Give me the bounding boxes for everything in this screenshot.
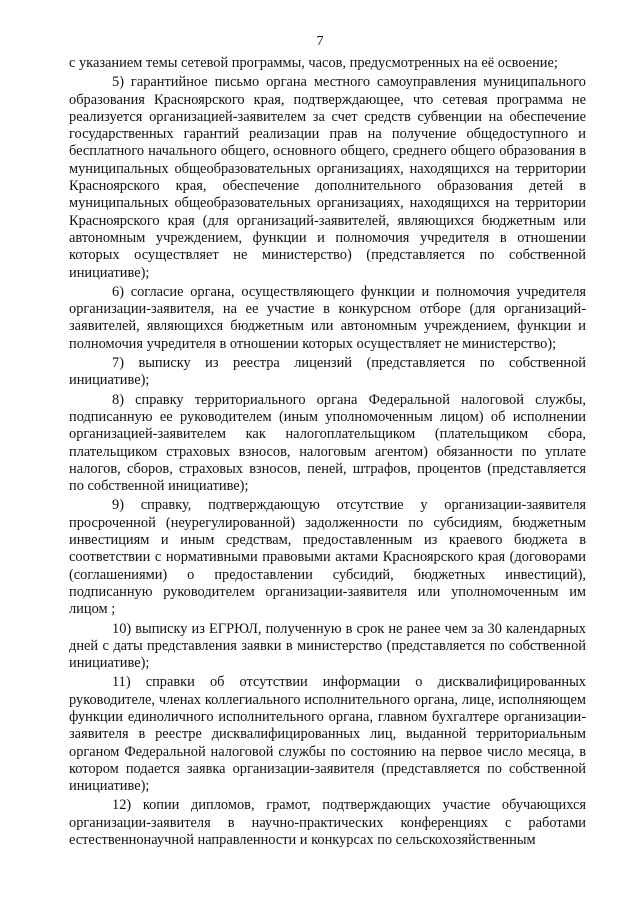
page-number: 7 [316, 34, 324, 49]
list-item-8: 8) справку территориального органа Федеральной налоговой службы, подписанную ее руководителем (иным уполномоченным лицом) об исполнении организацией-заявителем как налогоплательщиком (плательщиком сбора, плательщиком страховых взносов, налоговым агентом) обязанности по уплате налогов, сборов, страховых взносов, пеней, штрафов, процентов (представляется по собственной инициативе); [69, 391, 586, 495]
paragraph-continuation: с указанием темы сетевой программы, часов, предусмотренных на её освоение; [69, 55, 558, 71]
list-item-10: 10) выписку из ЕГРЮЛ, полученную в срок не ранее чем за 30 календарных дней с даты представления заявки в министерство (представляется по собственной инициативе); [69, 620, 586, 672]
list-item-7: 7) выписку из реестра лицензий (представляется по собственной инициативе); [69, 355, 586, 389]
list-item-12: 12) копии дипломов, грамот, подтверждающих участие обучающихся организации-заявителя в научно-практических конференциях с работами естественнонаучной направленности и конкурсах по сельскохозяйственным [69, 797, 586, 849]
list-item-11: 11) справки об отсутствии информации о дисквалифицированных руководителе, членах коллегиального исполнительного органа, лице, исполняющем функции единоличного исполнительного органа, главном бухгалтере организации-заявителя в реестре дисквалифицированных лиц, выданной территориальным органом Федеральной налоговой службы по состоянию на первое число месяца, в котором подается заявка организации-заявителя (представляется по собственной инициативе); [69, 674, 586, 795]
list-item-6: 6) согласие органа, осуществляющего функции и полномочия учредителя организации-заявителя, на ее участие в конкурсном отборе (для организаций-заявителей, являющихся бюджетным или автономным учреждением, функции и полномочия учредителя в отношении которых осуществляет не министерство); [69, 283, 586, 352]
document-body [69, 55, 586, 851]
list-item-5: 5) гарантийное письмо органа местного самоуправления муниципального образования Красноярского края, подтверждающее, что сетевая программа не реализуется организацией-заявителем за счет средств субвенции на обеспечение государственных гарантий реализации прав на получение общедоступного и бесплатного начального общего, основного общего, среднего общего образования в муниципальных общеобразовательных организациях, находящихся на территории Красноярского края, обеспечение дополнительного образования детей в муниципальных общеобразовательных организациях, находящихся на территории Красноярского края (для организаций-заявителей, являющихся бюджетным или автономным учреждением, функции и полномочия учредителя в отношении которых осуществляет не министерство) (представляется по собственной инициативе); [69, 74, 586, 281]
list-item-9: 9) справку, подтверждающую отсутствие у организации-заявителя просроченной (неурегулированной) задолженности по субсидиям, бюджетным инвестициям и иным средствам, предоставленным из краевого бюджета в соответствии с нормативными правовыми актами Красноярского края (договорами (соглашениями) о предоставлении субсидий, бюджетных инвестиций), подписанную руководителем организации-заявителя или уполномоченным им лицом ; [69, 497, 586, 618]
